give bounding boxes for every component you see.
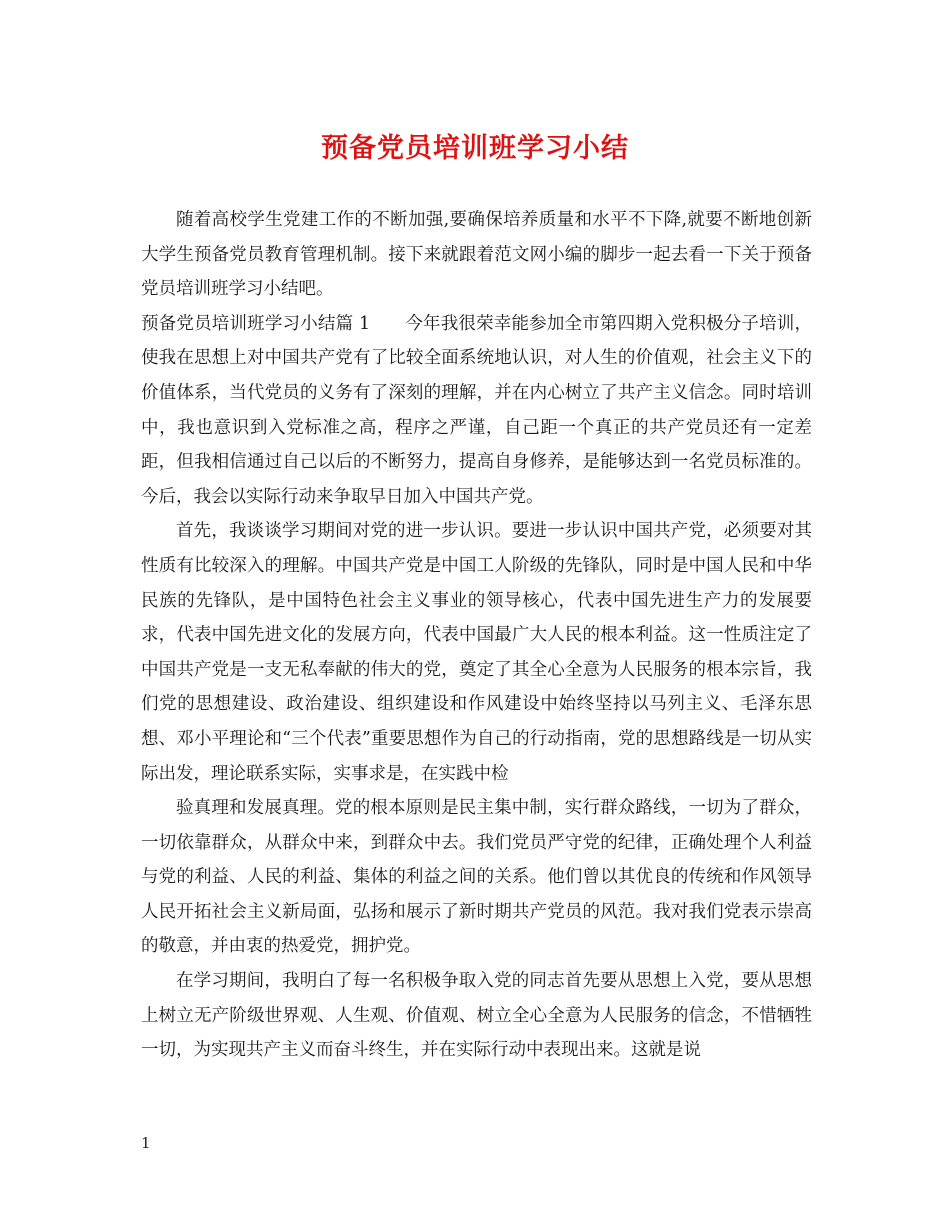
body-paragraph-3: 验真理和发展真理。党的根本原则是民主集中制，实行群众路线，一切为了群众，一切依靠群众，从群众中来，到群众中去。我们党员严守党的纪律，正确处理个人利益与党的利益、人民的利益、集体的利益之间的关系。他们曾以其优良的传统和作风领导人民开拓社会主义新局面，弘扬和展示了新时期共产党员的风范。我对我们党表示崇高的敬意，并由衷的热爱党，拥护党。 — [141, 798, 812, 957]
body-paragraph-2: 首先，我谈谈学习期间对党的进一步认识。要进一步认识中国共产党，必须要对其性质有比较深入的理解。中国共产党是中国工人阶级的先锋队，同时是中国人民和中华民族的先锋队，是中国特色社会主义事业的领导核心，代表中国先进生产力的发展要求，代表中国先进文化的发展方向，代表中国最广大人民的根本利益。这一性质注定了中国共产党是一支无私奉献的伟大的党，奠定了其全心全意为人民服务的根本宗旨，我们党的思想建设、政治建设、组织建设和作风建设中始终坚持以马列主义、毛泽东思想、邓小平理论和“三个代表”重要思想作为自己的行动指南，党的思想路线是一切从实际出发，理论联系实际，实事求是，在实践中检 — [141, 521, 812, 784]
document-title: 预备党员培训班学习小结 — [321, 133, 629, 164]
section-1-text: 今年我很荣幸能参加全市第四期入党积极分子培训，使我在思想上对中国共产党有了比较全面系统地认识，对人生的价值观，社会主义下的价值体系，当代党员的义务有了深刻的理解，并在内心树立了共产主义信念。同时培训中，我也意识到入党标准之高，程序之严谨，自己距一个真正的共产党员还有一定差距，但我相信通过自己以后的不断努力，提高自身修养，是能够达到一名党员标准的。今后，我会以实际行动来争取早日加入中国共产党。 — [141, 313, 812, 507]
page-number: 1 — [141, 1134, 151, 1152]
document-body — [141, 203, 812, 1068]
section-heading: 预备党员培训班学习小结篇 1 — [141, 313, 371, 334]
intro-paragraph: 随着高校学生党建工作的不断加强,要确保培养质量和水平不下降,就要不断地创新大学生预备党员教育管理机制。接下来就跟着范文网小编的脚步一起去看一下关于预备党员培训班学习小结吧。 — [141, 210, 812, 300]
section-1-paragraph — [141, 307, 812, 515]
body-paragraph-4: 在学习期间，我明白了每一名积极争取入党的同志首先要从思想上入党，要从思想上树立无产阶级世界观、人生观、价值观、树立全心全意为人民服务的信念，不惜牺牲一切，为实现共产主义而奋斗终生，并在实际行动中表现出来。这就是说 — [141, 971, 812, 1061]
